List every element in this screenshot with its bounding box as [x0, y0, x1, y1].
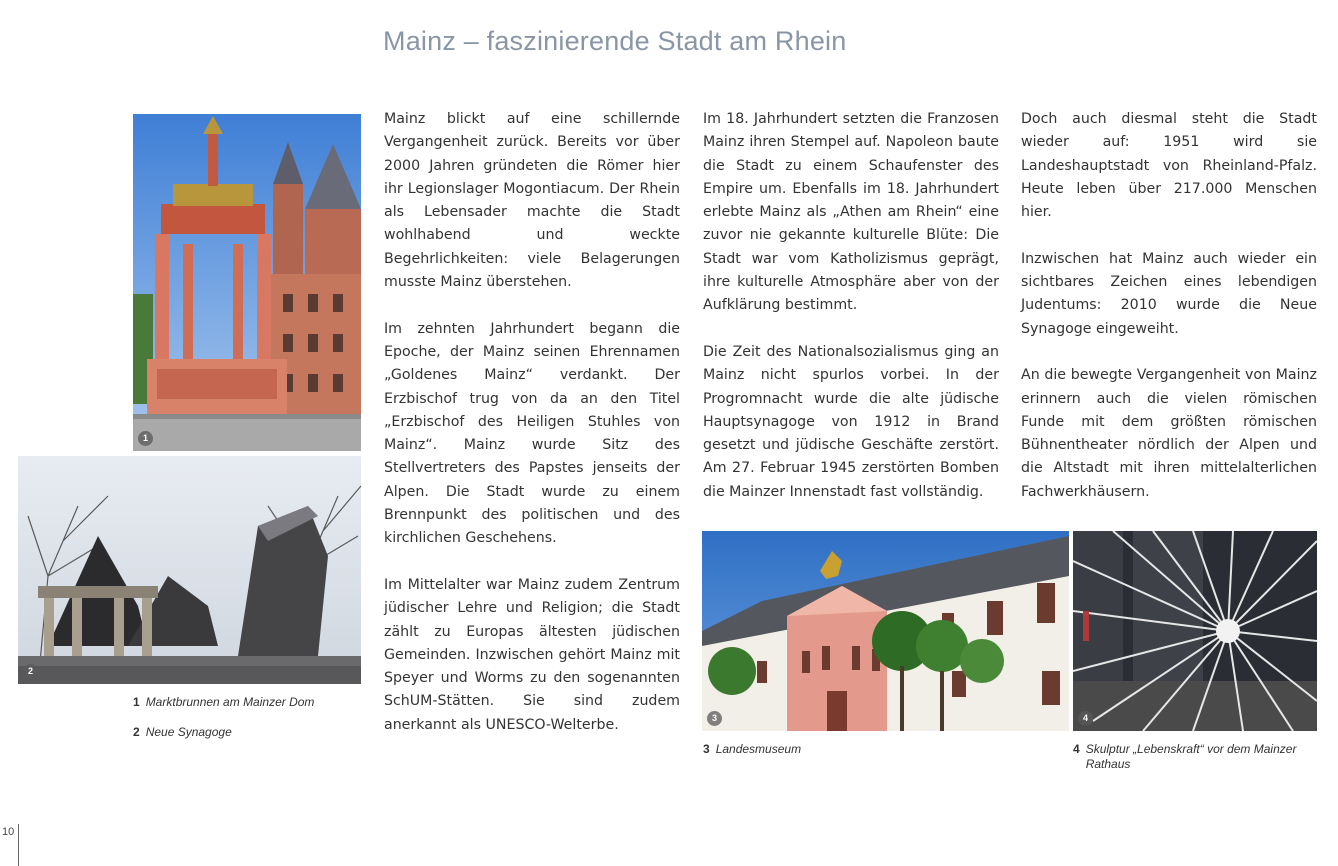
museum-illustration — [702, 531, 1069, 731]
paragraph: Inzwischen hat Mainz auch wieder ein sichtbares Zeichen eines lebendigen Judentums: 2010 wurde die Neue Synagoge eingeweiht. — [1021, 250, 1317, 337]
photo-skulptur-lebenskraft — [1073, 531, 1317, 731]
photo-neue-synagoge — [18, 456, 361, 684]
paragraph: Doch auch diesmal steht die Stadt wieder auf: 1951 wird sie Landeshauptstadt von Rheinland-Pfalz. Heute leben über 217.000 Menschen hier. — [1021, 111, 1317, 221]
paragraph: An die bewegte Vergangenheit von Mainz erinnern auch die vielen römischen Funde mit dem größten römischen Bühnentheater nördlich der Alpen und die Altstadt mit ihren mittelalterlichen Fachwerkhäusern. — [1021, 367, 1317, 500]
page-title: Mainz – faszinierende Stadt am Rhein — [383, 26, 847, 56]
paragraph: Mainz blickt auf eine schillernde Vergangenheit zurück. Bereits vor über 2000 Jahren gründeten die Römer hier ihr Legionslager Mogontiacum. Der Rhein als Lebensader machte die Stadt wohlhabend und weckte Begehrlichkeiten: viele Belagerungen musste Mainz überstehen. — [384, 111, 680, 291]
photo-marktbrunnen — [133, 114, 361, 451]
fountain-illustration — [133, 114, 361, 451]
sculpture-illustration — [1073, 531, 1317, 731]
caption-text: Landesmuseum — [715, 742, 802, 756]
caption-3 — [703, 742, 801, 757]
photo-number-badge: 2 — [23, 664, 38, 679]
text-column-3 — [1021, 108, 1317, 527]
synagogue-illustration — [18, 456, 361, 684]
caption-number: 3 — [703, 742, 710, 756]
paragraph: Im Mittelalter war Mainz zudem Zentrum jüdischer Lehre und Religion; die Stadt zählt zu Europas ältesten jüdischen Gemeinden. Inzwischen gehört Mainz mit Speyer und Worms zu den sogenannten SchUM-Stätten. Sie sind zudem anerkannt als UNESCO-Welterbe. — [384, 576, 680, 733]
text-column-2 — [703, 108, 999, 527]
photo-landesmuseum — [702, 531, 1069, 731]
photo-number-badge: 4 — [1078, 711, 1093, 726]
caption-number: 1 — [133, 695, 140, 709]
page-rule-divider — [18, 824, 19, 866]
caption-number: 2 — [133, 725, 140, 739]
text-column-1 — [384, 108, 680, 760]
paragraph: Im zehnten Jahrhundert begann die Epoche, der Mainz seinen Ehrennamen „Goldenes Mainz“ verdankt. Der Erzbischof trug von da an den Titel „Erzbischof des Heiligen Stuhles von Mainz“. Mainz wurde Sitz des Stellvertreters des Papstes jenseits der Alpen. Die Stadt wurde zu einem Brennpunkt des politischen und des kirchlichen Geschehens. — [384, 320, 680, 547]
caption-number: 4 — [1073, 742, 1080, 756]
photo-number-badge: 1 — [138, 431, 153, 446]
caption-2 — [133, 725, 232, 740]
caption-text: Marktbrunnen am Mainzer Dom — [145, 695, 315, 709]
paragraph: Die Zeit des Nationalsozialismus ging an Mainz nicht spurlos vorbei. In der Progromnacht wurde die alte jüdische Hauptsynagoge von 1912 in Brand gesetzt und jüdische Geschäfte zerstört. Am 27. Februar 1945 zerstörten Bomben die Mainzer Innenstadt fast vollständig. — [703, 343, 999, 500]
caption-1 — [133, 695, 314, 710]
page-number: 10 — [2, 826, 15, 838]
caption-text: Skulptur „Lebenskraft“ vor dem Mainzer Rathaus — [1085, 742, 1297, 771]
paragraph: Im 18. Jahrhundert setzten die Franzosen Mainz ihren Stempel auf. Napoleon baute die Stadt zu einem Schaufenster des Empire um. Ebenfalls im 18. Jahrhundert erlebte Mainz als „Athen am Rhein“ eine zuvor nie gekannte kulturelle Blüte: Die Stadt war vom Katholizismus geprägt, ihre kulturelle Atmosphäre aber von der Aufklärung bestimmt. — [703, 111, 999, 314]
photo-number-badge: 3 — [707, 711, 722, 726]
caption-text: Neue Synagoge — [145, 725, 232, 739]
caption-4 — [1073, 742, 1317, 772]
